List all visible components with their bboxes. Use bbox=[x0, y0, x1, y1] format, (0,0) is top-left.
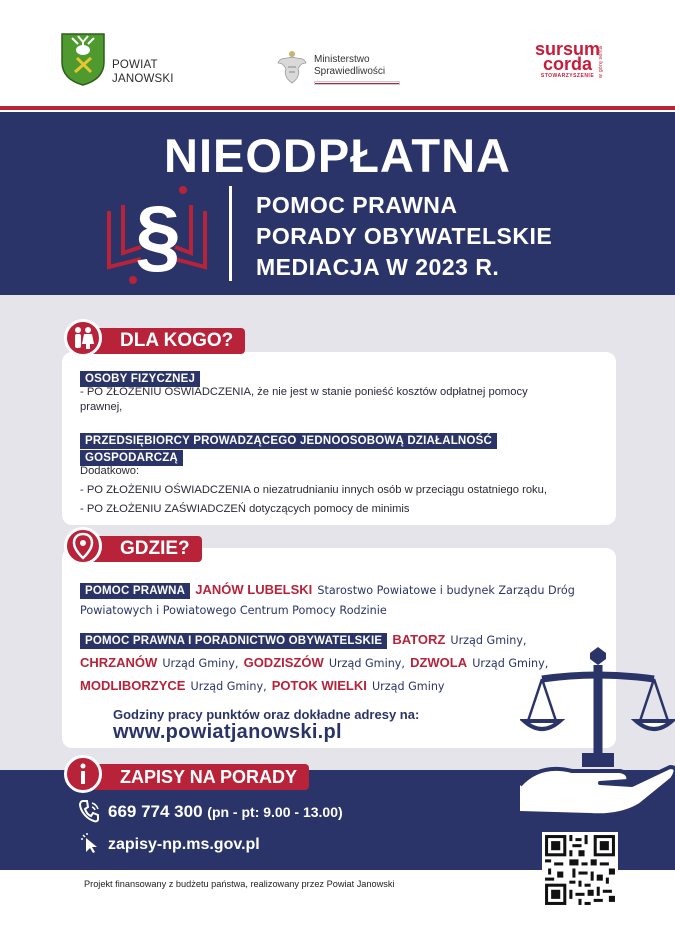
ministry-name bbox=[314, 54, 385, 78]
website-link[interactable]: www.powiatjanowski.pl bbox=[113, 721, 342, 743]
office-modliborzyce: Urząd Gminy, bbox=[190, 680, 267, 693]
ministry-line1: Ministerstwo bbox=[314, 54, 370, 65]
phone-line bbox=[108, 802, 343, 822]
hero-line-civic-advice: PORADY OBYWATELSKIE bbox=[256, 223, 553, 249]
group2-label-line1: PRZEDSIĘBIORCY PROWADZĄCEGO JEDNOOSOBOWĄ DZIAŁALNOŚĆ bbox=[80, 433, 497, 449]
ministry-line2: Sprawiedliwości bbox=[314, 66, 386, 77]
office-batorz: Urząd Gminy, bbox=[450, 634, 527, 647]
office-godziszow: Urząd Gminy, bbox=[328, 657, 405, 670]
phone-icon bbox=[78, 799, 100, 823]
people-icon bbox=[64, 319, 102, 357]
logo-bar bbox=[0, 0, 675, 100]
place-janow: JANÓW LUBELSKI bbox=[195, 582, 313, 597]
qr-code[interactable] bbox=[542, 832, 618, 908]
office-potok: Urząd Gminy bbox=[371, 680, 445, 693]
who-item2 bbox=[80, 502, 410, 517]
info-icon bbox=[64, 755, 102, 793]
hero-title: NIEODPŁATNA bbox=[164, 129, 511, 182]
group1-bold: - PO ZŁOŻENIU OŚWIADCZENIA bbox=[80, 386, 251, 398]
group1-rest2: prawnej, bbox=[80, 401, 123, 413]
place-batorz: BATORZ bbox=[392, 632, 446, 647]
funding-note: Projekt finansowany z budżetu państwa, realizowany przez Powiat Janowski bbox=[84, 879, 395, 889]
place-dzwola: DZWOLA bbox=[410, 655, 468, 670]
ngo-sub: STOWARZYSZENIE bbox=[540, 73, 595, 79]
powiat-coat-of-arms-icon bbox=[60, 32, 106, 86]
group1-label-text: OSOBY FIZYCZNEJ bbox=[80, 371, 200, 387]
powiat-line1: POWIAT bbox=[112, 59, 158, 71]
who-heading: DLA KOGO? bbox=[90, 328, 245, 354]
location-pin-icon bbox=[64, 527, 102, 565]
cursor-click-icon bbox=[80, 832, 100, 854]
group1-label bbox=[80, 367, 200, 387]
svg-text:§: § bbox=[135, 190, 181, 281]
where-heading: GDZIE? bbox=[90, 536, 202, 562]
group2-label-line2: GOSPODARCZĄ bbox=[80, 450, 183, 466]
powiat-name bbox=[112, 58, 174, 86]
place-modliborzyce: MODLIBORZYCE bbox=[80, 678, 186, 693]
place1-desc2: Powiatowych i Powiatowego Centrum Pomocy Rodzinie bbox=[80, 604, 387, 617]
online-signup-link[interactable]: zapisy-np.ms.gov.pl bbox=[108, 836, 260, 853]
place-godziszow: GODZISZÓW bbox=[243, 655, 324, 670]
where-label1: POMOC PRAWNA bbox=[80, 583, 190, 599]
scales-of-justice-icon bbox=[520, 645, 675, 820]
group1-desc bbox=[80, 385, 600, 415]
signup-heading: ZAPISY NA PORADY bbox=[90, 764, 309, 790]
phone-number[interactable]: 669 774 300 bbox=[108, 802, 203, 821]
item2-rest: dotyczących pomocy de minimis bbox=[245, 503, 410, 515]
additional-label: Dodatkowo: bbox=[80, 465, 140, 477]
item1-rest: o niezatrudnianiu innych osób w przeciągu ostatniego roku, bbox=[250, 484, 547, 496]
place1-desc: Starostwo Powiatowe i budynek Zarządu Dróg bbox=[317, 584, 575, 597]
item1-bold: - PO ZŁOŻENIU OŚWIADCZENIA bbox=[80, 484, 251, 496]
group2-label-2 bbox=[80, 446, 183, 466]
header-red-line bbox=[0, 106, 675, 110]
ngo-side-text: w górę serca bbox=[598, 46, 604, 79]
where-line1 bbox=[80, 580, 610, 620]
hero-line-legal-aid: POMOC PRAWNA bbox=[256, 192, 458, 218]
office-dzwola: Urząd Gminy, bbox=[472, 657, 549, 670]
office-chrzanow: Urząd Gminy, bbox=[162, 657, 239, 670]
flag-bar bbox=[314, 81, 400, 85]
paragraph-book-icon bbox=[103, 185, 213, 285]
where-label2: POMOC PRAWNA I PORADNICTWO OBYWATELSKIE bbox=[80, 633, 387, 649]
ngo-line1: sursum bbox=[535, 39, 601, 59]
group1-rest: , że nie jest w stanie ponieść kosztów odpłatnej pomocy bbox=[250, 386, 528, 398]
eagle-emblem-icon bbox=[276, 47, 308, 85]
hero-line-mediation: MEDIACJA W 2023 R. bbox=[256, 254, 500, 280]
who-item1 bbox=[80, 483, 610, 498]
item2-bold: - PO ZŁOŻENIU ZAŚWIADCZEŃ bbox=[80, 503, 246, 515]
place-potok-wielki: POTOK WIELKI bbox=[271, 678, 367, 693]
phone-hours: (pn - pt: 9.00 - 13.00) bbox=[207, 804, 343, 820]
hours-label: Godziny pracy punktów oraz dokładne adresy na: bbox=[113, 707, 420, 722]
ngo-line2: corda bbox=[543, 54, 593, 74]
hero-divider bbox=[229, 186, 232, 281]
powiat-line2: JANOWSKI bbox=[112, 73, 174, 85]
place-chrzanow: CHRZANÓW bbox=[80, 655, 158, 670]
